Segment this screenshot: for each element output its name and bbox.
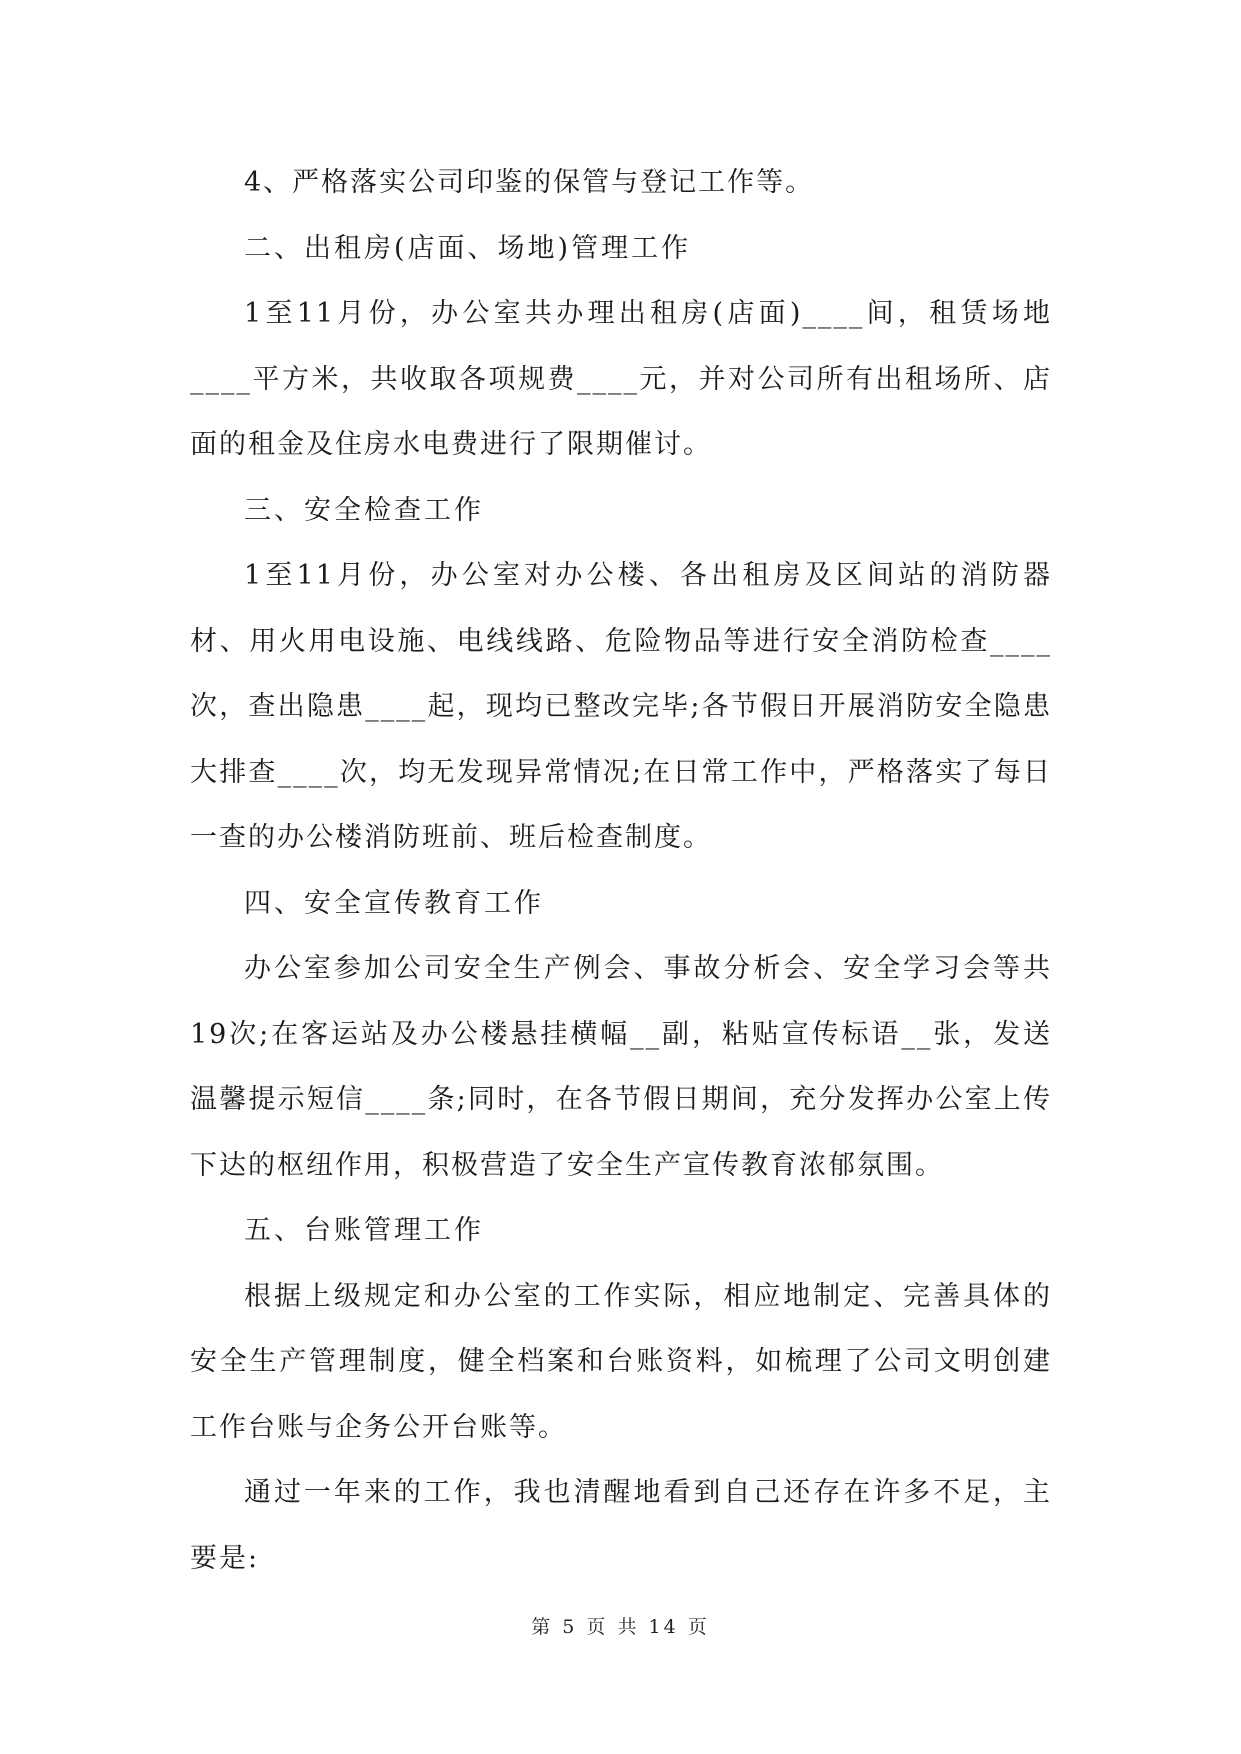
section-heading-safety-inspection: 三、安全检查工作 bbox=[244, 494, 484, 526]
paragraph-shortcomings: 通过一年来的工作，我也清醒地看到自己还存在许多不足，主要是: bbox=[190, 1477, 1052, 1574]
document-body bbox=[190, 150, 1052, 1591]
section-heading-ledger: 五、台账管理工作 bbox=[244, 1215, 484, 1246]
paragraph-safety-education: 办公室参加公司安全生产例会、事故分析会、安全学习会等共19次;在客运站及办公楼悬挂横幅__副，粘贴宣传标语__张，发送温馨提示短信____条;同时，在各节假日期间，充分发挥办公室上传下达的枢纽作用，积极营造了安全生产宣传教育浓郁氛围。 bbox=[190, 953, 1052, 1181]
paragraph-safety-inspection: 1至11月份，办公室对办公楼、各出租房及区间站的消防器材、用火用电设施、电线线路、危险物品等进行安全消防检查____次，查出隐患____起，现均已整改完毕;各节假日开展消防安全隐患大排查____次，均无发现异常情况;在日常工作中，严格落实了每日一查的办公楼消防班前、班后检查制度。 bbox=[190, 560, 1052, 853]
paragraph-rental: 1至11月份，办公室共办理出租房(店面)____间，租赁场地____平方米，共收取各项规费____元，并对公司所有出租场所、店面的租金及住房水电费进行了限期催讨。 bbox=[190, 298, 1052, 460]
paragraph-seal-management: 4、严格落实公司印鉴的保管与登记工作等。 bbox=[244, 167, 815, 198]
paragraph-ledger: 根据上级规定和办公室的工作实际，相应地制定、完善具体的安全生产管理制度，健全档案和台账资料，如梳理了公司文明创建工作台账与企务公开台账等。 bbox=[190, 1280, 1052, 1443]
section-heading-rental: 二、出租房(店面、场地)管理工作 bbox=[244, 232, 692, 264]
page-number-footer: 第 5 页 共 14 页 bbox=[531, 1616, 710, 1638]
section-heading-safety-education: 四、安全宣传教育工作 bbox=[244, 887, 544, 919]
